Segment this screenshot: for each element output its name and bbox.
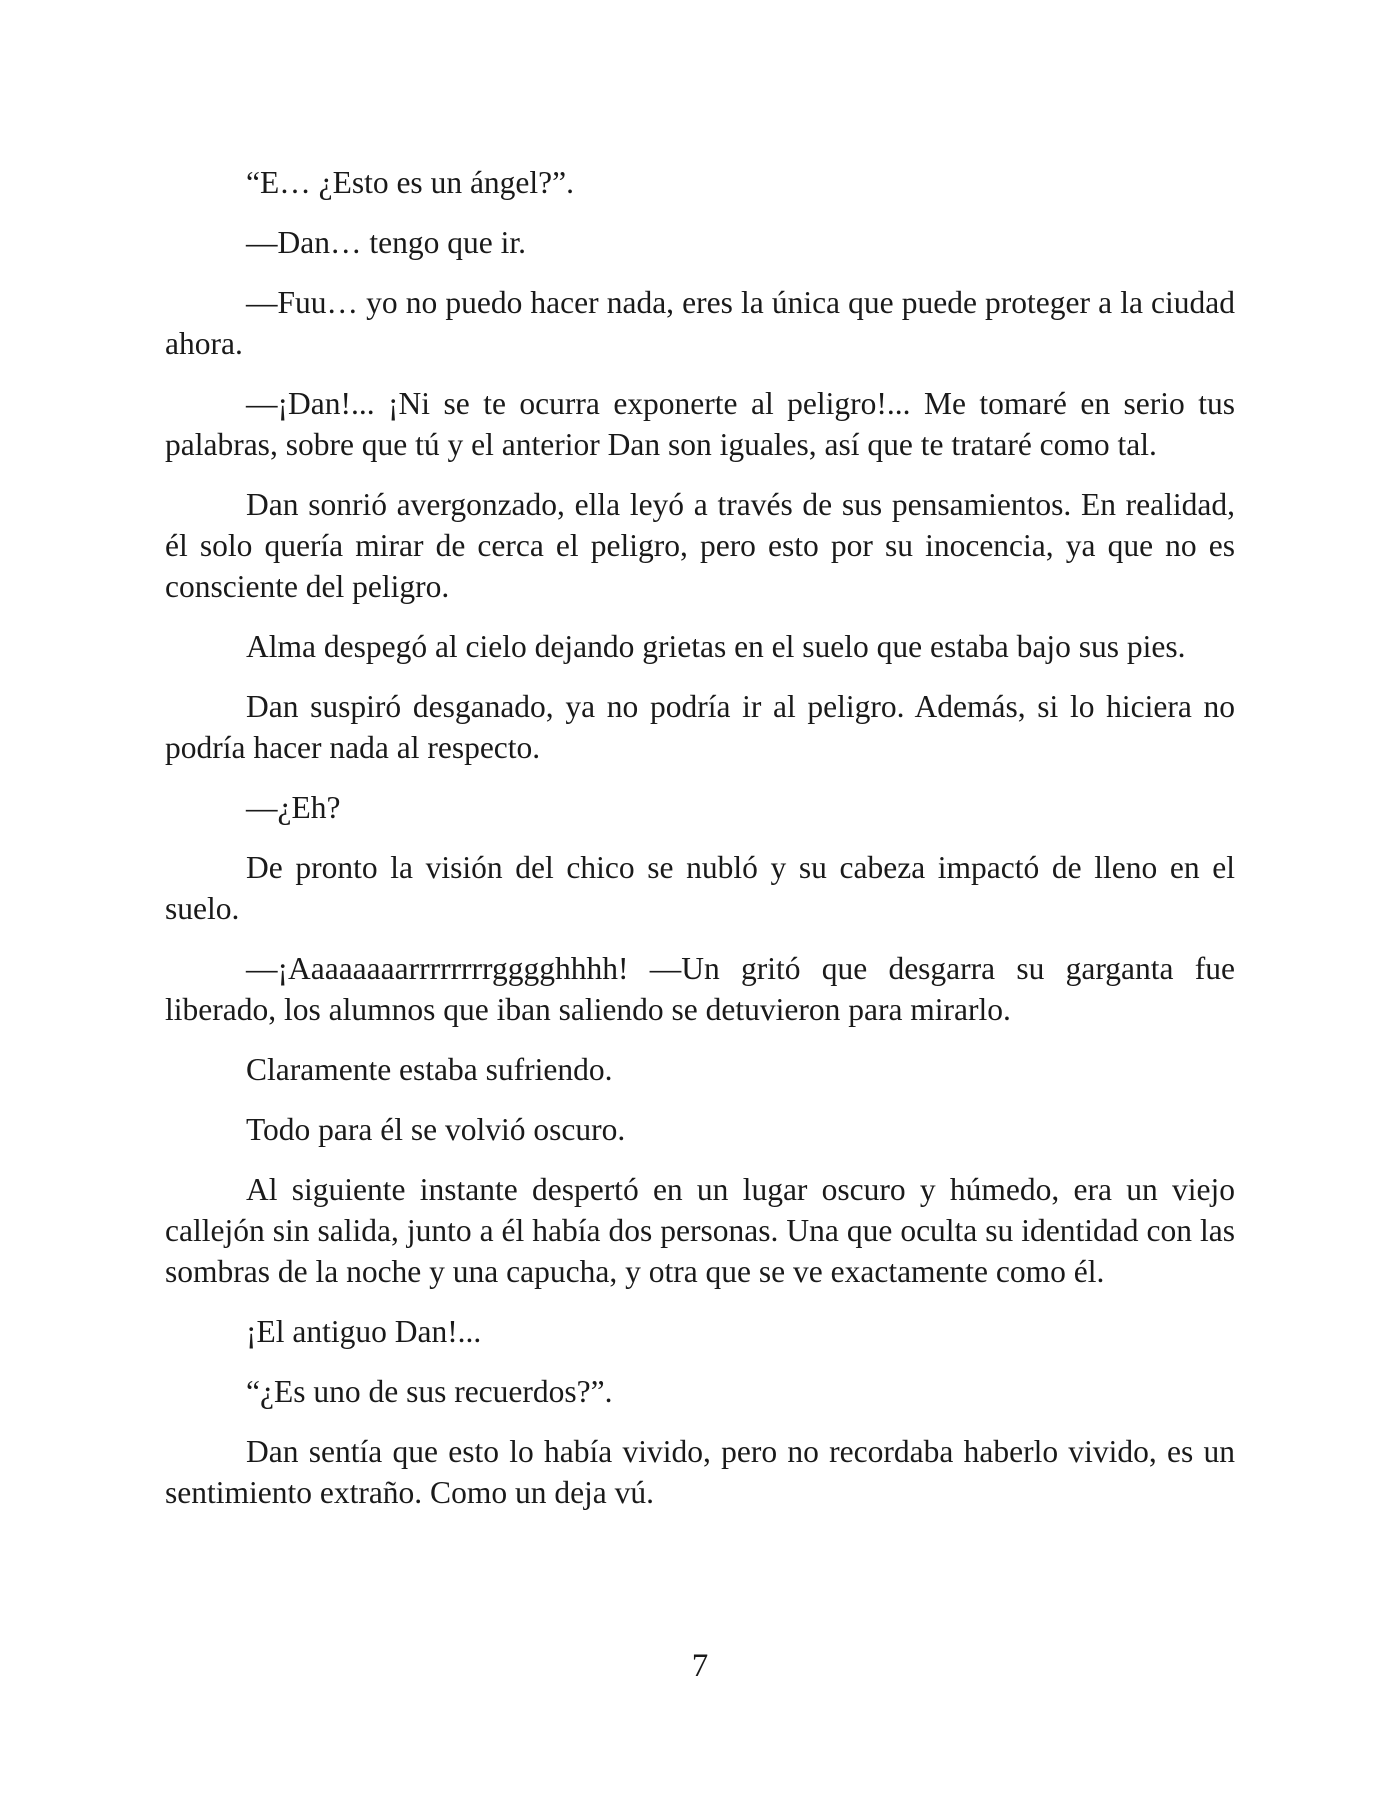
paragraph: Al siguiente instante despertó en un lugar oscuro y húmedo, era un viejo callejón sin salida, junto a él había dos personas. Una que oculta su identidad con las sombras de la noche y una capucha, y otra que se ve exactamente como él. bbox=[165, 1172, 1235, 1289]
paragraph: —¡Dan!... ¡Ni se te ocurra exponerte al peligro!... Me tomaré en serio tus palabras, sobre que tú y el anterior Dan son iguales, así que te trataré como tal. bbox=[165, 386, 1235, 462]
body-text bbox=[165, 162, 1235, 1532]
paragraph: “E… ¿Esto es un ángel?”. bbox=[246, 165, 574, 200]
paragraph: —¡Aaaaaaaarrrrrrrrgggghhhh! —Un gritó que desgarra su garganta fue liberado, los alumnos que iban saliendo se detuvieron para mirarlo. bbox=[165, 951, 1235, 1027]
paragraph: De pronto la visión del chico se nubló y su cabeza impactó de lleno en el suelo. bbox=[165, 850, 1235, 926]
paragraph: Dan suspiró desganado, ya no podría ir al peligro. Además, si lo hiciera no podría hacer nada al respecto. bbox=[165, 689, 1235, 765]
paragraph: —Dan… tengo que ir. bbox=[246, 225, 526, 260]
paragraph: —Fuu… yo no puedo hacer nada, eres la única que puede proteger a la ciudad ahora. bbox=[165, 285, 1235, 361]
paragraph: Todo para él se volvió oscuro. bbox=[246, 1112, 626, 1147]
paragraph: Claramente estaba sufriendo. bbox=[246, 1052, 613, 1087]
paragraph: ¡El antiguo Dan!... bbox=[246, 1314, 482, 1349]
paragraph: Dan sonrió avergonzado, ella leyó a través de sus pensamientos. En realidad, él solo quería mirar de cerca el peligro, pero esto por su inocencia, ya que no es consciente del peligro. bbox=[165, 487, 1235, 604]
paragraph: —¿Eh? bbox=[246, 790, 341, 825]
paragraph: Dan sentía que esto lo había vivido, pero no recordaba haberlo vivido, es un sentimiento extraño. Como un deja vú. bbox=[165, 1434, 1235, 1510]
paragraph: Alma despegó al cielo dejando grietas en el suelo que estaba bajo sus pies. bbox=[246, 629, 1186, 664]
paragraph: “¿Es uno de sus recuerdos?”. bbox=[246, 1374, 613, 1409]
page-number: 7 bbox=[691, 1648, 709, 1684]
